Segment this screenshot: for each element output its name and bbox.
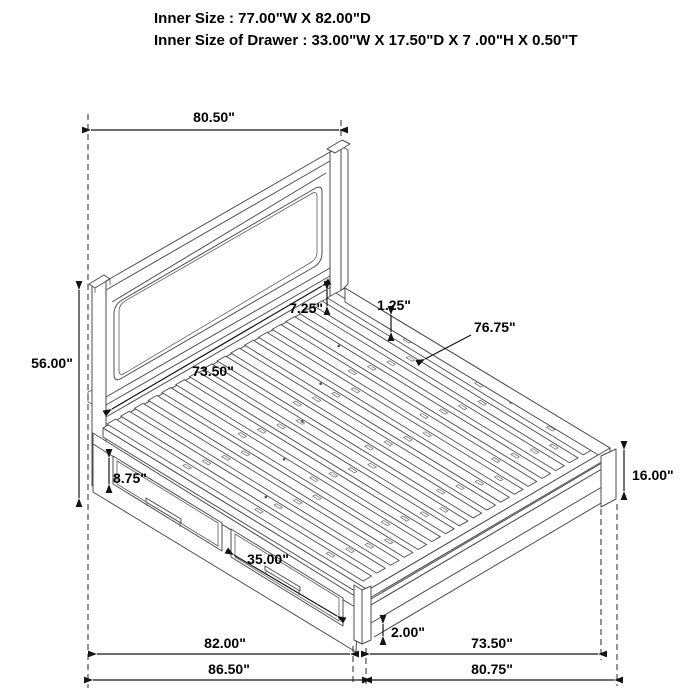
label-panel-gap: 7.25": [289, 300, 323, 316]
note-inner-drawer-size: Inner Size of Drawer : 33.00"W X 17.50"D X 7 .00"H X 0.50"T: [154, 32, 578, 49]
screw-dot: [319, 382, 322, 385]
label-side-rail-length: 82.00": [204, 635, 246, 651]
label-deck-height: 16.00": [632, 467, 674, 483]
label-slat-length: 76.75": [474, 319, 516, 335]
screw-dot: [283, 458, 286, 461]
label-overall-depth: 86.50": [208, 661, 250, 677]
screw-dot: [301, 420, 304, 423]
screw-dot: [338, 345, 341, 348]
label-headboard-width: 80.50": [193, 109, 235, 125]
slat-deck: [103, 288, 610, 599]
headboard-right-post: [330, 146, 341, 298]
label-floor-clearance: 2.00": [391, 624, 425, 640]
label-drawer-width: 35.00": [247, 551, 289, 567]
label-foot-inner-width: 73.50": [471, 635, 513, 651]
screw-dot: [265, 496, 268, 499]
label-drawer-height: 8.75": [113, 470, 147, 486]
label-overall-width: 80.75": [471, 661, 513, 677]
front-corner-leg: [354, 585, 362, 644]
note-inner-size: Inner Size : 77.00"W X 82.00"D: [154, 10, 371, 27]
label-headboard-height: 56.00": [31, 355, 73, 371]
label-panel-width: 73.50": [192, 363, 234, 379]
label-slat-thickness: 1.25": [377, 297, 411, 313]
right-leg: [601, 449, 616, 507]
